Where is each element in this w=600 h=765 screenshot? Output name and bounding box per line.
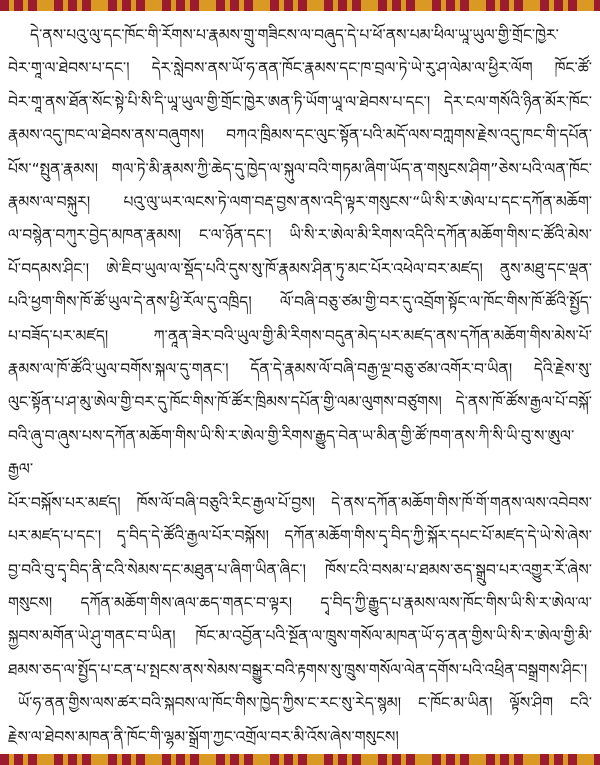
decorative-border-top	[0, 0, 600, 11]
decorative-border-bottom	[0, 754, 600, 765]
text-line-9: པའི་ཕྱག་གིས་ཁོ་ཚོ་ཡུལ་དེ་ནས་ཕྱི་རོལ་དུ་འཁྲིད། ལོ་བཞི་བཅུ་ཙམ་གྱི་བར་དུ་འབྲོག་སྟོང་ལ་ཁོང་གིས་ཁོ་ཚོའི་སྤྱོད་	[8, 293, 592, 312]
text-line-3: བེར་གཱ་ནས་ཐོན་སོང་སྟེ་པི་སི་དི་ཡཱ་ཡུལ་གྱི་གྲོང་ཁྱེར་ཨན་ཏི་ཡོག་ཡཱ་ལ་ཐེབས་པ་དང་། དེར་ངལ་གསོའི་ཉིན་མོར་ཁོང་	[8, 92, 592, 111]
text-line-11: རྣམས་ལ་ཁོ་ཚོའི་ཡུལ་བགོས་སྐལ་དུ་གནང་། དོན་དེ་རྣམས་ལོ་བཞི་བརྒྱ་ལྔ་བཅུ་ཙམ་འགོར་བ་ཡིན། དེའི་རྗེས་སུ་	[8, 360, 592, 379]
text-line-4: རྣམས་འདུ་ཁང་ལ་ཐེབས་ནས་བཞུགས། བཀའ་ཁྲིམས་དང་ལུང་སྟོན་པའི་མདོ་ལས་བཀླགས་རྗེས་འདུ་ཁང་གི་དཔོན་	[8, 126, 592, 145]
text-line-17: གསུངས། དཀོན་མཆོག་གིས་ཞལ་ཆད་གནང་བ་ལྟར། དྭ་བིད་ཀྱི་རྒྱུད་པ་རྣམས་ལས་ཁོང་གིས་ཡི་སི་ར་ཨེལ་ལ་	[8, 593, 592, 612]
text-line-20: ཡོ་ཧ་ནན་གྱིས་ལས་ཚར་བའི་སྐབས་ལ་ཁོང་གིས་ཁྱེད་ཀྱིས་ང་རང་སུ་རེད་སྙམ། ང་ཁོང་མ་ཡིན། ལྟོས་ཤིག ངའི་	[18, 694, 592, 713]
text-line-16: བྱ་བའི་བུ་དྭ་བིད་ནི་ངའི་སེམས་དང་མཐུན་པ་ཞིག་ཡིན་ཞིང་། ཁོས་ངའི་བསམ་པ་ཐམས་ཅད་སྒྲུབ་པར་འགྱུར་རོ་ཞེས་	[8, 560, 592, 579]
scripture-text-block	[0, 11, 600, 754]
text-line-10: པ་བཟོད་པར་མཛད། ཀ་ནཱན་ཟེར་བའི་ཡུལ་གྱི་མི་རིགས་བདུན་མེད་པར་མཛད་ནས་དཀོན་མཆོག་གིས་མེས་པོ་	[8, 326, 592, 345]
text-line-21: རྗེས་ལ་ཐེབས་མཁན་ནི་ཁོང་གི་ལྷམ་སྒྲོག་ཀྱང་འགྲོལ་བར་མི་འོས་ཞེས་གསུངས།	[8, 727, 399, 746]
text-line-18: སྐྱབས་མགོན་ཡེ་ཤུ་གནང་བ་ཡིན། ཁོང་མ་འབྱོན་པའི་སྔོན་ལ་ཁྲུས་གསོལ་མཁན་ཡོ་ཧ་ནན་གྱིས་ཡི་སི་ར་ཨེལ་གྱི་མི་	[8, 627, 592, 646]
text-line-5: པོས་“སྤུན་རྣམས། གལ་ཏེ་མི་རྣམས་ཀྱི་ཆེད་དུ་ཁྱེད་ལ་སྐུལ་བའི་གཏམ་ཞིག་ཡོད་ན་གསུངས་ཤིག”ཅེས་པའི་ལན་ཁོང་	[8, 159, 592, 178]
text-line-8: པོ་བདམས་ཤིང་། ཨེ་ཇིབ་ཡུལ་ལ་སྡོད་པའི་དུས་སུ་ཁོ་རྣམས་ཤིན་ཏུ་མང་པོར་འཕེལ་བར་མཛད། ནུས་མཐུ་དང་ལྡན་	[8, 259, 592, 278]
text-line-1: དེ་ནས་པའུ་ལུ་དང་ཁོང་གི་རོགས་པ་རྣམས་གྲུ་གཟིངས་ལ་བཞུད་དེ་པ་ཕོ་ནས་པམ་ཕིལ་ཡཱ་ཡུལ་གྱི་གྲོང་ཁྱེར་	[30, 26, 559, 44]
text-line-2: བེར་གཱ་ལ་ཐེབས་པ་དང་། དེར་སླེབས་ནས་ཡོ་ཧ་ནན་ཁོང་རྣམས་དང་ཁ་བྲལ་ཏེ་ཡེ་རུ་ཤ་ལེམ་ལ་ཕྱིར་ལོག ཁོང་ཚོ་	[8, 59, 592, 78]
text-line-15: པར་མཛད་པ་དང་། དྭ་བིད་དེ་ཚོའི་རྒྱལ་པོར་བསྐོས། དཀོན་མཆོག་གིས་དྭ་བིད་ཀྱི་སྐོར་དཔང་པོ་མཛད་དེ་ཡེ་སེ་ཞེས་	[8, 527, 592, 546]
text-line-14: པོར་བསྐོས་པར་མཛད། ཁོས་ལོ་བཞི་བཅུའི་རིང་རྒྱལ་པོ་བྱས། དེ་ནས་དཀོན་མཆོག་གིས་ཁོ་གོ་གནས་ལས་འབེབས་	[8, 493, 592, 512]
text-line-13: བའི་ཞུ་བ་ཞུས་པས་དཀོན་མཆོག་གིས་ཡི་སི་ར་ཨེལ་གྱི་རིགས་རྒྱུད་བེན་ཡ་མིན་གྱི་ཚོ་ཁག་ནས་ཀི་སི་ཡི་བུ་ས་ཨུལ་རྒྱལ་	[8, 426, 575, 479]
text-line-6: རྣམས་ལ་བསྐུར། པའུ་ལུ་ཡར་ལངས་ཏེ་ལག་བརྡ་བྱས་ནས་འདི་ལྟར་གསུངས་“ཡི་སི་ར་ཨེལ་པ་དང་དཀོན་མཆོག་	[8, 193, 592, 212]
text-line-7: ལ་བསྙེན་བཀུར་བྱེད་མཁན་རྣམས། ང་ལ་ཉོན་དང་། ཡི་སི་ར་ཨེལ་མི་རིགས་འདིའི་དཀོན་མཆོག་གིས་ང་ཚོའི་མེས་	[8, 226, 592, 245]
text-line-19: ཐམས་ཅད་ལ་སྤྱོད་པ་ངན་པ་སྤངས་ནས་སེམས་བསྒྱུར་བའི་རྟགས་སུ་ཁྲུས་གསོལ་ལེན་དགོས་པའི་འཕྲིན་བསྒྲགས་ཤིང་།	[8, 660, 588, 679]
text-line-12: ལུང་སྟོན་པ་ཤ་མུ་ཨེལ་གྱི་བར་དུ་ཁོང་གིས་ཁོ་ཚོར་ཁྲིམས་དཔོན་གྱི་ལམ་ལུགས་བཙུགས། དེ་ནས་ཁོ་ཚོས་རྒྱལ་པོ་བསྐོ་	[8, 393, 592, 412]
